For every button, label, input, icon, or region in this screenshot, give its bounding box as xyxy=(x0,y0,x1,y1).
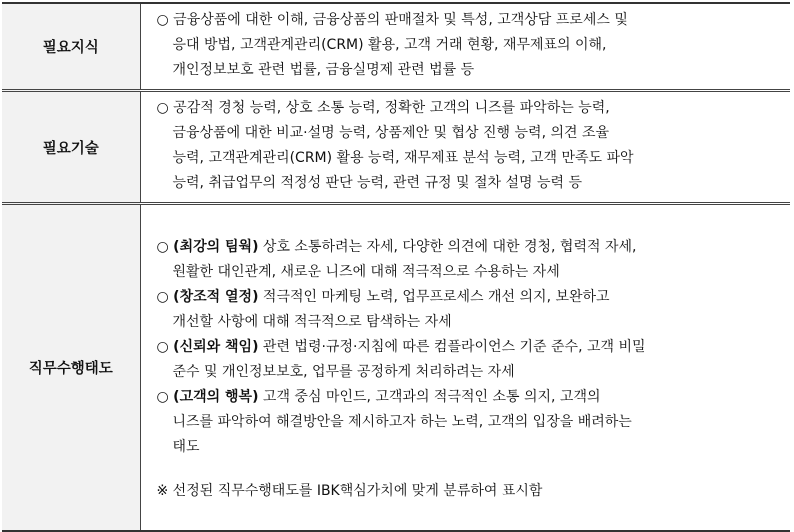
attitude-item-happiness xyxy=(157,385,781,460)
attitude-text: 고객 중심 마인드, 고객과의 적극적인 소통 의지, 고객의 xyxy=(258,389,601,405)
skills-text: 공감적 경청 능력, 상호 소통 능력, 정확한 고객의 니즈를 파악하는 능력, xyxy=(173,100,610,116)
skills-line-3: 능력, 고객관계관리(CRM) 활용 능력, 재무제표 분석 능력, 고객 만족도 파악 xyxy=(172,150,634,166)
bullet-circle: ○ xyxy=(156,339,169,355)
attitude-item-teamwork xyxy=(157,235,781,285)
competency-table xyxy=(2,2,790,532)
table-row-attitude xyxy=(2,204,790,532)
attitude-text-cont: 태도 xyxy=(172,439,200,455)
spacer xyxy=(157,460,781,479)
knowledge-line-3: 개인정보보호 관련 법률, 금융실명제 관련 법률 등 xyxy=(172,62,475,78)
knowledge-line-1 xyxy=(157,8,781,33)
row-header-attitude: 직무수행태도 xyxy=(2,204,140,532)
skills-line-1 xyxy=(157,96,781,121)
knowledge-text: 금융상품에 대한 이해, 금융상품의 판매절차 및 특성, 고객상담 프로세스 및 xyxy=(173,12,628,28)
knowledge-line-2: 응대 방법, 고객관계관리(CRM) 활용, 고객 거래 현황, 재무제표의 이해, xyxy=(172,37,607,53)
skills-line-4: 능력, 취급업무의 적정성 판단 능력, 관련 규정 및 절차 설명 능력 등 xyxy=(172,175,582,191)
bullet-circle: ○ xyxy=(156,389,169,405)
bullet-circle: ○ xyxy=(156,100,169,116)
attitude-title: (고객의 행복) xyxy=(173,389,259,405)
row-header-skills: 필요기술 xyxy=(2,91,140,204)
attitude-text-cont: 원활한 대인관계, 새로운 니즈에 대해 적극적으로 수용하는 자세 xyxy=(172,264,560,280)
attitude-text: 상호 소통하려는 자세, 다양한 의견에 대한 경청, 협력적 자세, xyxy=(258,239,637,255)
attitude-text: 적극적인 마케팅 노력, 업무프로세스 개선 의지, 보완하고 xyxy=(258,289,610,305)
row-content-attitude xyxy=(140,204,790,532)
row-header-knowledge: 필요지식 xyxy=(2,3,140,91)
attitude-title: (신뢰와 책임) xyxy=(173,339,259,355)
attitude-text-cont: 개선할 사항에 대해 적극적으로 탐색하는 자세 xyxy=(172,314,452,330)
attitude-text: 관련 법령·규정·지침에 따른 컴플라이언스 기준 준수, 고객 비밀 xyxy=(258,339,646,355)
bullet-circle: ○ xyxy=(156,289,169,305)
attitude-item-trust xyxy=(157,335,781,385)
row-content-knowledge xyxy=(140,3,790,91)
bullet-circle: ○ xyxy=(156,12,169,28)
attitude-text-cont: 준수 및 개인정보보호, 업무를 공정하게 처리하려는 자세 xyxy=(172,364,515,380)
attitude-item-passion xyxy=(157,285,781,335)
skills-line-2: 금융상품에 대한 비교·설명 능력, 상품제안 및 협상 진행 능력, 의견 조율 xyxy=(172,125,610,141)
table-row-knowledge xyxy=(2,3,790,91)
table-row-skills xyxy=(2,91,790,204)
attitude-title: (창조적 열정) xyxy=(173,289,259,305)
attitude-text-cont: 니즈를 파악하여 해결방안을 제시하고자 하는 노력, 고객의 입장을 배려하는 xyxy=(172,414,632,430)
bullet-circle: ○ xyxy=(156,239,169,255)
attitude-title: (최강의 팀웍) xyxy=(173,239,259,255)
attitude-note: ※ 선정된 직무수행태도를 IBK핵심가치에 맞게 분류하여 표시함 xyxy=(156,483,543,499)
row-content-skills xyxy=(140,91,790,204)
